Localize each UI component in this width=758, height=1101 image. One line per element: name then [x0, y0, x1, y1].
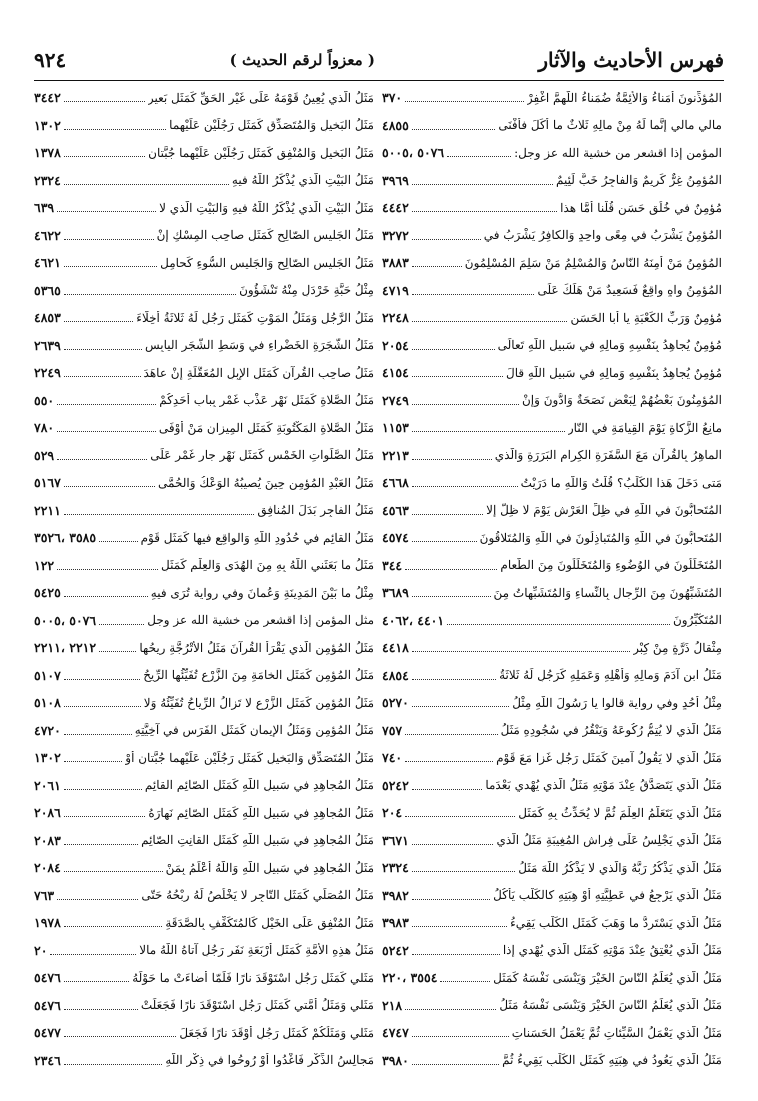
entry-text: مَثَلُ المُصَلِّي كَمَثَلِ التّاجِرِ لا يَخْلُصُ لَهُ رِبْحُهُ حَتّى: [141, 888, 374, 903]
index-entry: [34, 167, 374, 195]
dot-leader: [64, 679, 140, 680]
entry-text: مِثْلُ حَبَّةِ خَرْدَلٍ مِنْهُ تَنْشَؤُونَ: [239, 283, 374, 298]
hadith-number: ٢٢٤٩: [34, 365, 61, 381]
entry-text: مَثَلي وَمَثَلُكُمْ كَمَثَلِ رَجُلٍ أَوْقَدَ نارًا فَجَعَلَ: [179, 1025, 374, 1040]
hadith-number: ٤٨٥٥: [382, 117, 409, 133]
entry-text: مانِعُ الزَّكاةِ يَوْمَ القِيامَةِ في النّارِ: [567, 420, 722, 435]
index-entry: [382, 799, 722, 827]
hadith-number: ٤٧١٩: [382, 282, 409, 298]
hadith-number: ٣٩٦٩: [382, 172, 409, 188]
hadith-number: ٢٢٤٨: [382, 310, 409, 326]
entry-text: مُؤمِنٌ يُجاهِدُ بِنَفْسِهِ وَمالِهِ في سَبيلِ اللَّهِ تَعالَى: [497, 338, 722, 353]
dot-leader: [64, 1064, 162, 1065]
hadith-number: ٢٣٢٤: [34, 172, 61, 188]
index-entry: [34, 992, 374, 1020]
dot-leader: [64, 321, 133, 322]
index-entry: [34, 689, 374, 717]
entry-text: مَثَلُ الجَليسِ الصّالِحِ كَمَثَلِ صاحِبِ المِسْكِ إنْ: [156, 228, 374, 243]
entry-text: مالي مالي إنَّما لَهُ مِنْ مالِهِ ثَلاثٌ ما أَكَلَ فأفْنَى: [498, 118, 722, 133]
dot-leader: [412, 294, 535, 295]
entry-text: مَثَلُ المُؤمِنِ الَّذي يَقْرَأُ القُرآنَ مَثَلُ الأُتْرُجَّةِ رِيحُها: [139, 640, 374, 655]
index-entry: [382, 139, 722, 167]
index-entry: [34, 1019, 374, 1047]
dot-leader: [412, 954, 500, 955]
entry-text: مَثَلُ المُجاهِدِ في سَبيلِ اللَّهِ وَاللَّهُ أَعْلَمُ بِمَنْ: [165, 860, 374, 875]
hadith-number: ٥٤٧٦: [34, 970, 61, 986]
entry-text: مَثَلُ الرَّجُلِ وَمَثَلُ المَوْتِ كَمَثَلِ رَجُلٍ لَهُ ثَلاثَةُ أَخِلّاءَ: [136, 310, 374, 325]
entry-text: المُتَحابُّونَ في اللَّهِ في ظِلِّ العَرْشِ يَوْمَ لا ظِلَّ إلا: [486, 503, 722, 518]
hadith-number: ٣٩٨٢: [382, 887, 409, 903]
index-entry: [382, 304, 722, 332]
dot-leader: [447, 156, 511, 157]
index-entry: [382, 167, 722, 195]
index-entry: [34, 634, 374, 662]
hadith-number: ١٣٠٢: [34, 117, 61, 133]
hadith-number: ٢٠: [34, 942, 48, 958]
index-entry: [34, 359, 374, 387]
entry-text: مَثَلُ الَّذي يَعْمَلُ السَّيِّئاتِ ثُمَّ يَعْمَلُ الحَسَناتِ: [511, 1025, 722, 1040]
hadith-number: ٢٧٤٩: [382, 392, 409, 408]
dot-leader: [64, 349, 142, 350]
entry-text: مَثَلُ صاحِبِ القُرآنِ كَمَثَلِ الإبِلِ المُعَقَّلَةِ إنْ عاهَدَ: [143, 365, 374, 380]
dot-leader: [412, 899, 490, 900]
entry-text: مثل المؤمن إذا اقشعر من خشية الله عز وجل: [147, 613, 374, 628]
entry-text: المؤمن إذا اقشعر من خشية الله عز وجل:: [514, 145, 722, 160]
dot-leader: [412, 514, 483, 515]
index-entry: [382, 414, 722, 442]
entry-text: مَثَلُ الَّذي يُعَلِّمُ النّاسَ الخَيْرَ وَيَنْسَى نَفْسَهُ مَثَلُ: [499, 998, 722, 1013]
index-entry: [382, 1019, 722, 1047]
hadith-number: ٤٧٤٧: [382, 1025, 409, 1041]
index-entry: [382, 634, 722, 662]
entry-text: مَثَلُ الَّذي يَعُودُ في هِبَتِهِ كَمَثَلِ الكَلْبِ يَقِيءُ ثُمَّ: [502, 1053, 722, 1068]
index-entry: [382, 332, 722, 360]
hadith-number: ٣٢٧٢: [382, 227, 409, 243]
dot-leader: [412, 349, 495, 350]
entry-text: المُتَخَلِّلُونَ في الوُضُوءِ وَالمُتَخَلِّلُونَ مِنَ الطَّعامِ: [500, 558, 722, 573]
index-entry: [382, 442, 722, 470]
index-entry: [34, 662, 374, 690]
dot-leader: [412, 1064, 499, 1065]
entry-text: مَثَلُ الَّذي يُعِينُ قَوْمَهُ عَلَى غَيْرِ الحَقِّ كَمَثَلِ بَعيرٍ: [147, 90, 374, 105]
hadith-number: ٥٠٧٦ ،٥٠٠٥: [34, 612, 97, 628]
hadith-number: ٢٠٨٤: [34, 860, 61, 876]
index-entry: [34, 607, 374, 635]
entry-text: مَثَلُ المُتَصَدِّقِ وَالبَخيلِ كَمَثَلِ رَجُلَيْنِ عَلَيْهِما جُبَّتانِ أَوْ: [125, 750, 374, 765]
entry-text: مَثَلُ الشَّجَرَةِ الخَضْراءِ في وَسَطِ الشَّجَرِ اليابِسِ: [144, 338, 374, 353]
entry-text: المُؤمِنُ غِرٌّ كَرِيمٌ وَالفاجِرُ خَبٌّ لَئِيمٌ: [556, 173, 722, 188]
index-entry: [382, 277, 722, 305]
dot-leader: [64, 156, 145, 157]
dot-leader: [412, 541, 477, 542]
entry-text: مَثَلُ الَّذي يَتَعَلَّمُ العِلْمَ ثُمَّ لا يُحَدِّثُ بِهِ كَمَثَلِ: [518, 805, 722, 820]
entry-text: مَثَلُ المُجاهِدِ في سَبيلِ اللَّهِ كَمَثَلِ الصّائِمِ القائِمِ: [144, 778, 374, 793]
dot-leader: [64, 1009, 138, 1010]
index-entry: [34, 139, 374, 167]
index-entry: [382, 992, 722, 1020]
index-entry: [382, 579, 722, 607]
entry-text: المُؤمِنُ مَنْ أَمِنَهُ النّاسُ وَالمُسْلِمُ مَنْ سَلِمَ المُسْلِمُونَ: [464, 255, 722, 270]
dot-leader: [57, 211, 156, 212]
entry-text: مَثَلُ المُؤمِنِ كَمَثَلِ الخامَةِ مِنَ الزَّرْعِ تُفَيِّئُها الرِّيحُ: [143, 668, 374, 683]
index-entry: [382, 524, 722, 552]
index-entry: [34, 497, 374, 525]
hadith-number: ٦٣٩: [34, 200, 55, 216]
index-entry: [382, 854, 722, 882]
index-entry: [382, 112, 722, 140]
index-entry: [34, 112, 374, 140]
hadith-number: ٥٢٧٠: [382, 695, 409, 711]
entry-text: مُؤمِنٌ في خُلُقٍ حَسَنٍ قُلْنا أمَّا هذا: [560, 200, 722, 215]
entry-text: مَثَلُ هذِهِ الأُمَّةِ كَمَثَلِ أَرْبَعَةِ نَفَرٍ رَجُلٍ آتاهُ اللَّهُ مالا: [139, 943, 374, 958]
dot-leader: [412, 486, 518, 487]
hadith-number: ٣٦٨٩: [382, 585, 409, 601]
hadith-number: ٢٢١٣: [382, 447, 409, 463]
hadith-number: ٢٣٢٤: [382, 860, 409, 876]
page-header: [34, 40, 724, 80]
entry-text: مَثَلُ الَّذي يَتَصَدَّقُ عِنْدَ مَوْتِهِ مَثَلُ الَّذي يُهْدي بَعْدَما: [485, 778, 722, 793]
entry-text: مَثَلُ المُؤمِنِ وَمَثَلُ الإيمانِ كَمَثَلِ الفَرَسِ في آخِيَّتِهِ: [134, 723, 374, 738]
index-entry: [34, 442, 374, 470]
dot-leader: [412, 679, 496, 680]
dot-leader: [99, 624, 144, 625]
hadith-number: ٢٠٨٣: [34, 832, 61, 848]
entry-text: مُؤمِنٌ وَرَبِّ الكَعْبَةِ يا أبا الحَسَنِ: [570, 310, 722, 325]
index-entry: [382, 689, 722, 717]
dot-leader: [412, 596, 491, 597]
entry-text: مَثَلُ ابنِ آدَمَ وَمالِهِ وَأَهْلِهِ وَعَمَلِهِ كَرَجُلٍ لَهُ ثَلاثَةُ: [499, 668, 722, 683]
index-entry: [382, 469, 722, 497]
hadith-number: ٤٧٢٠: [34, 722, 61, 738]
index-entry: [382, 1047, 722, 1075]
index-entry: [34, 579, 374, 607]
index-entry: [34, 304, 374, 332]
index-entry: [382, 552, 722, 580]
header-rule: [34, 80, 724, 81]
entry-text: مَثَلُ الَّذي يُعْتِقُ عِنْدَ مَوْتِهِ كَمَثَلِ الَّذي يُهْدي إذا: [502, 943, 722, 958]
index-columns: [34, 84, 722, 1074]
index-entry: [382, 222, 722, 250]
index-entry: [34, 854, 374, 882]
dot-leader: [405, 1009, 496, 1010]
dot-leader: [64, 871, 163, 872]
page-title: فهرس الأحاديث والآثار: [538, 48, 724, 72]
dot-leader: [99, 541, 137, 542]
dot-leader: [412, 404, 519, 405]
hadith-number: ٢٢١٢ ،٢٢١١: [34, 640, 97, 656]
index-entry: [382, 662, 722, 690]
hadith-number: ٤٤٤٢: [382, 200, 409, 216]
dot-leader: [57, 569, 158, 570]
dot-leader: [440, 981, 490, 982]
index-entry: [34, 524, 374, 552]
index-entry: [382, 717, 722, 745]
hadith-number: ٥٠٧٦ ،٥٠٠٥: [382, 145, 445, 161]
entry-text: مَثَلُ الَّذي يُعَلِّمُ النّاسَ الخَيْرَ وَيَنْسَى نَفْسَهُ كَمَثَلِ: [493, 970, 722, 985]
index-entry: [34, 84, 374, 112]
index-entry: [382, 249, 722, 277]
hadith-number: ٥٢٩: [34, 447, 55, 463]
entry-text: مَثَلُ ما بَعَثَني اللَّهُ بِهِ مِنَ الهُدَى وَالعِلْمِ كَمَثَلِ: [161, 558, 374, 573]
dot-leader: [405, 734, 497, 735]
index-entry: [34, 799, 374, 827]
hadith-number: ١٢٢: [34, 557, 55, 573]
hadith-number: ٣٨٨٣: [382, 255, 409, 271]
hadith-number: ٧٦٣: [34, 887, 55, 903]
hadith-number: ٤٦٢٢: [34, 227, 61, 243]
entry-text: مَثَلُ الصَّلَواتِ الخَمْسِ كَمَثَلِ نَهْرٍ جارٍ غَمْرٍ عَلَى: [150, 448, 374, 463]
hadith-number: ٣٥٥٤ ،٢٢٠: [382, 970, 438, 986]
hadith-number: ٥٤٢٥: [34, 585, 61, 601]
hadith-number: ٧٨٠: [34, 420, 55, 436]
entry-text: مَجالِسُ الذِّكْرِ فَاغْدُوا أَوْ رُوحُوا في ذِكْرِ اللَّهِ: [165, 1053, 374, 1068]
index-entry: [382, 497, 722, 525]
dot-leader: [412, 844, 494, 845]
hadith-number: ١٣٧٨: [34, 145, 61, 161]
dot-leader: [57, 899, 138, 900]
entry-text: مَثَلُ المُجاهِدِ في سَبيلِ اللَّهِ كَمَثَلِ الصّائِمِ نَهارَهُ: [148, 805, 374, 820]
dot-leader: [64, 239, 154, 240]
entry-text: مَتى دَخَلَ هَذا الكَلْبُ؟ قُلْتُ وَاللَّهِ ما دَرَيْتُ: [520, 475, 722, 490]
entry-text: المُتَشَبِّهُونَ مِنَ الرِّجالِ بِالنِّساءِ وَالمُتَشَبِّهاتُ مِنَ: [493, 585, 722, 600]
hadith-number: ٢٠٨٦: [34, 805, 61, 821]
index-entry: [34, 827, 374, 855]
entry-text: مَثَلُ الَّذي يَرْجِعُ في عَطِيَّتِهِ أَوْ هِبَتِهِ كالكَلْبِ يَأْكُلُ: [493, 888, 722, 903]
index-entry: [34, 222, 374, 250]
index-entry: [34, 249, 374, 277]
dot-leader: [412, 431, 565, 432]
dot-leader: [405, 816, 515, 817]
hadith-number: ٤٦٦٨: [382, 475, 409, 491]
index-entry: [382, 744, 722, 772]
dot-leader: [405, 101, 524, 102]
entry-text: مُؤمِنٌ يُجاهِدُ بِنَفْسِهِ وَمالِهِ في سَبيلِ اللَّهِ قالَ: [505, 365, 722, 380]
hadith-number: ٢٦٣٩: [34, 337, 61, 353]
dot-leader: [412, 1036, 509, 1037]
entry-text: مَثَلُ الَّذي يَذْكُرُ رَبَّهُ وَالَّذي لا يَذْكُرُ اللَّهَ مَثَلُ: [518, 860, 722, 875]
dot-leader: [64, 596, 148, 597]
hadith-number: ٤٦٢١: [34, 255, 61, 271]
hadith-number: ٢٣٤٦: [34, 1052, 61, 1068]
entry-text: مَثَلُ الصَّلاةِ المَكْتُوبَةِ كَمَثَلِ المِيزانِ مَنْ أَوْفَى: [158, 420, 374, 435]
hadith-number: ٥٤٧٧: [34, 1025, 61, 1041]
hadith-number: ٣٩٨٣: [382, 915, 409, 931]
entry-text: مَثَلُ البَيْتِ الَّذي يُذْكَرُ اللَّهُ فيهِ: [231, 173, 374, 188]
hadith-number: ٤٤٠١ ،٤٠٦٢: [382, 612, 445, 628]
dot-leader: [64, 129, 166, 130]
hadith-number: ٥٢٤٢: [382, 942, 409, 958]
index-entry: [382, 937, 722, 965]
dot-leader: [64, 981, 129, 982]
index-entry: [382, 84, 722, 112]
dot-leader: [64, 789, 142, 790]
index-entry: [34, 909, 374, 937]
entry-text: مَثَلُ الَّذي يَسْتَرِدُّ ما وَهَبَ كَمَثَلِ الكَلْبِ يَقِيءُ: [510, 915, 722, 930]
entry-text: مَثَلُ المُؤمِنِ كَمَثَلِ الزَّرْعِ لا تَزالُ الرِّياحُ تُفَيِّئُهُ وَلا: [143, 695, 374, 710]
entry-text: مِثْقالُ ذَرَّةٍ مِنْ كِبْرٍ: [633, 640, 722, 655]
index-entry: [382, 387, 722, 415]
index-entry: [34, 717, 374, 745]
hadith-number: ٣٤٤: [382, 557, 403, 573]
entry-text: مَثَلُ القائِمِ في حُدُودِ اللَّهِ وَالواقِعِ فيها كَمَثَلِ قَوْمٍ: [140, 530, 374, 545]
entry-text: مَثَلُ البَخيلِ وَالمُنْفِقِ كَمَثَلِ رَجُلَيْنِ عَلَيْهِما جُبَّتانِ: [148, 145, 374, 160]
entry-text: مَثَلُ الَّذي لا يُتِمُّ رُكُوعَهُ وَيَنْقُرُ في سُجُودِهِ مَثَلُ: [500, 723, 722, 738]
dot-leader: [64, 844, 138, 845]
entry-text: المُتَكَبِّرُونَ: [672, 613, 722, 628]
index-entry: [34, 744, 374, 772]
entry-text: مَثَلُ المُنْفِقِ عَلَى الخَيْلِ كَالمُتَكَفِّفِ بِالصَّدَقَةِ: [165, 915, 374, 930]
index-entry: [34, 414, 374, 442]
hadith-number: ٣٥٨٥ ،٣٥٢٦: [34, 530, 97, 546]
index-note: ( معزواً لرقم الحديث ): [229, 51, 375, 69]
hadith-number: ٧٥٧: [382, 722, 403, 738]
dot-leader: [64, 816, 145, 817]
dot-leader: [412, 926, 507, 927]
index-column-left: [34, 84, 374, 1074]
dot-leader: [99, 651, 136, 652]
hadith-number: ٢٠٦١: [34, 777, 61, 793]
dot-leader: [57, 459, 147, 460]
dot-leader: [412, 376, 503, 377]
index-entry: [34, 964, 374, 992]
entry-text: مَثَلُ البَيْتِ الَّذي يُذْكَرُ اللَّهُ فيهِ وَالبَيْتِ الَّذي لا: [159, 200, 374, 215]
hadith-number: ٢٠٤: [382, 805, 403, 821]
index-entry: [34, 882, 374, 910]
hadith-number: ١٩٧٨: [34, 915, 61, 931]
entry-text: مَثَلُ الصَّلاةِ كَمَثَلِ نَهْرٍ عَذْبٍ غَمْرٍ بِبابِ أَحَدِكُمْ: [159, 393, 374, 408]
index-entry: [382, 827, 722, 855]
entry-text: مَثَلي كَمَثَلِ رَجُلٍ اسْتَوْقَدَ نارًا فَلَمّا أَضاءَتْ ما حَوْلَهُ: [132, 970, 374, 985]
page-number: ٩٢٤: [34, 48, 67, 72]
dot-leader: [64, 706, 141, 707]
hadith-number: ٤٥٧٤: [382, 530, 409, 546]
index-entry: [34, 194, 374, 222]
hadith-number: ٢٠٥٤: [382, 337, 409, 353]
entry-text: المُتَحابُّونَ في اللَّهِ وَالمُتَباذِلُونَ في اللَّهِ وَالمُتَلاقُونَ: [479, 530, 722, 545]
dot-leader: [412, 651, 630, 652]
index-entry: [34, 772, 374, 800]
entry-text: مَثَلُ البَخيلِ وَالمُتَصَدِّقِ كَمَثَلِ رَجُلَيْنِ عَلَيْهِما: [169, 118, 374, 133]
hadith-number: ٣٩٨٠: [382, 1052, 409, 1068]
hadith-number: ٢١٨: [382, 997, 403, 1013]
dot-leader: [412, 129, 495, 130]
dot-leader: [57, 404, 156, 405]
hadith-number: ٥١٦٧: [34, 475, 61, 491]
hadith-number: ١٣٠٢: [34, 750, 61, 766]
dot-leader: [412, 184, 553, 185]
index-entry: [34, 937, 374, 965]
entry-text: المُؤمِنُ يَشْرَبُ في مِعًى واحِدٍ وَالكافِرُ يَشْرَبُ في: [483, 228, 722, 243]
dot-leader: [64, 184, 229, 185]
hadith-number: ٤٨٥٤: [382, 667, 409, 683]
hadith-number: ٣٦٧١: [382, 832, 409, 848]
index-column-right: [382, 84, 722, 1074]
hadith-number: ٢٢١١: [34, 502, 61, 518]
entry-text: مَثَلي وَمَثَلُ أُمَّتي كَمَثَلِ رَجُلٍ اسْتَوْقَدَ نارًا فَجَعَلَتْ: [140, 998, 374, 1013]
dot-leader: [405, 761, 493, 762]
hadith-number: ٤٨٥٣: [34, 310, 61, 326]
hadith-number: ٥١٠٨: [34, 695, 61, 711]
dot-leader: [64, 294, 236, 295]
index-entry: [34, 277, 374, 305]
dot-leader: [64, 1036, 176, 1037]
hadith-number: ٣٧٠: [382, 90, 403, 106]
hadith-number: ٣٤٤٢: [34, 90, 61, 106]
index-entry: [34, 1047, 374, 1075]
hadith-number: ٥١٠٧: [34, 667, 61, 683]
entry-text: مَثَلُ الَّذي يَجْلِسُ عَلَى فِراشِ المُغِيبَةِ مَثَلُ الَّذي: [496, 833, 722, 848]
index-entry: [34, 552, 374, 580]
index-entry: [382, 909, 722, 937]
hadith-number: ٥٢٤٢: [382, 777, 409, 793]
dot-leader: [412, 706, 509, 707]
dot-leader: [412, 789, 482, 790]
entry-text: المُؤمِنُ واهٍ واقِعٌ فَسَعِيدٌ مَنْ هَلَكَ عَلَى: [537, 283, 722, 298]
dot-leader: [412, 211, 557, 212]
entry-text: المُؤمِنُونَ بَعْضُهُمْ لِبَعْضٍ نَصَحَةٌ وَادُّونَ وَإنْ: [521, 393, 722, 408]
index-entry: [34, 387, 374, 415]
index-entry: [382, 882, 722, 910]
dot-leader: [412, 459, 492, 460]
hadith-number: ٤٤١٨: [382, 640, 409, 656]
entry-text: مَثَلُ المُجاهِدِ في سَبيلِ اللَّهِ كَمَثَلِ القانِتِ الصّائِمِ: [141, 833, 374, 848]
entry-text: مَثَلُ الجَليسِ الصّالِحِ وَالجَليسِ السُّوءِ كَحامِلِ: [160, 255, 374, 270]
dot-leader: [405, 569, 497, 570]
entry-text: مِثْلُ ما بَيْنَ المَدِينَةِ وَعُمانَ وفي رواية تُرَى فيهِ: [150, 585, 374, 600]
dot-leader: [64, 514, 254, 515]
entry-text: المُؤذِّنونَ أُمَناءُ وَالأَئِمَّةُ ضُمَناءُ اللَّهمَّ اغْفِرْ: [526, 90, 722, 105]
index-entry: [34, 332, 374, 360]
hadith-number: ٤٥٦٣: [382, 502, 409, 518]
index-entry: [382, 772, 722, 800]
dot-leader: [57, 431, 156, 432]
hadith-number: ٥٣٦٥: [34, 282, 61, 298]
dot-leader: [64, 266, 157, 267]
index-entry: [34, 469, 374, 497]
entry-text: مَثَلُ الَّذي لا يَقُولُ آمينَ كَمَثَلِ رَجُلٍ غَزا مَعَ قَوْمٍ: [496, 750, 722, 765]
dot-leader: [64, 734, 132, 735]
index-entry: [382, 607, 722, 635]
index-entry: [382, 194, 722, 222]
hadith-number: ١١٥٣: [382, 420, 409, 436]
entry-text: الماهِرُ بِالقُرآنِ مَعَ السَّفَرَةِ الكِرامِ البَرَرَةِ وَالَّذي: [494, 448, 722, 463]
dot-leader: [64, 101, 145, 102]
dot-leader: [64, 926, 162, 927]
dot-leader: [447, 624, 670, 625]
hadith-number: ٥٥٠: [34, 392, 55, 408]
hadith-number: ٧٤٠: [382, 750, 403, 766]
dot-leader: [64, 486, 155, 487]
dot-leader: [412, 239, 481, 240]
entry-text: مَثَلُ الفاجِرِ بَدَلَ المُنافِقِ: [257, 503, 374, 518]
entry-text: مَثَلُ العَبْدِ المُؤمِنِ حِينَ يُصيبُهُ الوَعْكُ وَالحُمَّى: [158, 475, 374, 490]
dot-leader: [50, 954, 136, 955]
index-entry: [382, 964, 722, 992]
dot-leader: [64, 376, 141, 377]
index-entry: [382, 359, 722, 387]
dot-leader: [412, 266, 462, 267]
dot-leader: [412, 321, 568, 322]
hadith-number: ٤١٥٤: [382, 365, 409, 381]
dot-leader: [412, 871, 515, 872]
dot-leader: [64, 761, 122, 762]
entry-text: مِثْلُ أُحُدٍ وفي رواية قالوا يا رَسُولَ اللَّهِ مِثْلُ: [512, 695, 722, 710]
hadith-number: ٥٤٧٦: [34, 997, 61, 1013]
